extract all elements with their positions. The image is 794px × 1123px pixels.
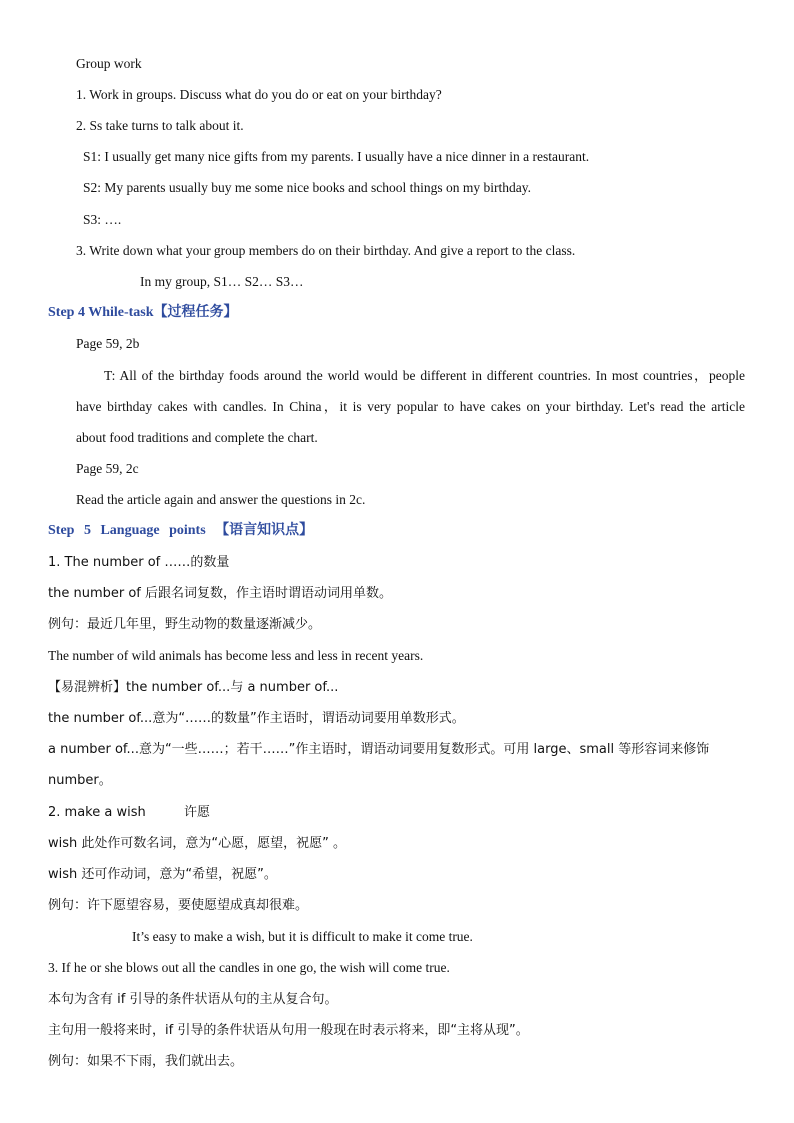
group-work-item-2: 2. Ss take turns to talk about it. — [76, 118, 244, 133]
dialogue-s3: S3: …. — [83, 212, 122, 227]
point2-noun-usage: wish 此处作可数名词，意为“心愿，愿望，祝愿” 。 — [48, 836, 346, 851]
group-report-template: In my group, S1… S2… S3… — [140, 274, 304, 289]
page-ref-2b: Page 59, 2b — [76, 336, 140, 351]
teacher-paragraph-line-1: T: All of the birthday foods around the world would be different in different countries. In most countries，people — [104, 368, 745, 383]
point3-rule-2: 主句用一般将来时，if 引导的条件状语从句用一般现在时表示将来，即“主将从现”。 — [48, 1023, 529, 1038]
teacher-paragraph-line-2: have birthday cakes with candles. In China，it is very popular to have cakes on your birthday. Let's read the article — [76, 399, 745, 414]
point2-title-cn: 许愿 — [184, 805, 211, 820]
point2-verb-usage: wish 还可作动词，意为“希望，祝愿”。 — [48, 867, 277, 882]
dialogue-s1: S1: I usually get many nice gifts from my parents. I usually have a nice dinner in a restaurant. — [83, 149, 590, 164]
dialogue-s2: S2: My parents usually buy me some nice books and school things on my birthday. — [83, 180, 531, 195]
point3-rule-1: 本句为含有 if 引导的条件状语从句的主从复合句。 — [48, 992, 338, 1007]
teacher-paragraph-line-3: about food traditions and complete the chart. — [76, 430, 318, 445]
point1-confusion-title: 【易混辨析】the number of...与 a number of... — [48, 680, 339, 695]
point2-example-cn: 例句：许下愿望容易，要使愿望成真却很难。 — [48, 898, 309, 913]
group-work-title: Group work — [76, 56, 142, 71]
group-work-item-3: 3. Write down what your group members do on their birthday. And give a report to the class. — [76, 243, 576, 258]
point2-title: 2. make a wish — [48, 805, 146, 820]
point1-confusion-b-line-1: a number of...意为“一些……；若干……”作主语时，谓语动词要用复数形式。可用 large、small 等形容词来修饰 — [48, 742, 710, 757]
point1-title: 1. The number of ……的数量 — [48, 555, 230, 570]
point2-example-en: It’s easy to make a wish, but it is difficult to make it come true. — [132, 929, 473, 944]
point3-title: 3. If he or she blows out all the candles in one go, the wish will come true. — [48, 960, 450, 975]
point3-example-cn: 例句：如果不下雨，我们就出去。 — [48, 1054, 244, 1069]
step5-heading: Step 5 Language points 【语言知识点】 — [48, 523, 314, 538]
point1-rule: the number of 后跟名词复数，作主语时谓语动词用单数。 — [48, 586, 392, 601]
point1-confusion-a: the number of...意为“……的数量”作主语时，谓语动词要用单数形式。 — [48, 711, 465, 726]
point1-example-cn: 例句：最近几年里，野生动物的数量逐渐减少。 — [48, 617, 322, 632]
step4-instruction: Read the article again and answer the questions in 2c. — [76, 492, 366, 507]
group-work-item-1: 1. Work in groups. Discuss what do you do or eat on your birthday? — [76, 87, 442, 102]
point1-confusion-b-line-2: number。 — [48, 773, 112, 788]
page-ref-2c: Page 59, 2c — [76, 461, 139, 476]
step4-heading: Step 4 While-task【过程任务】 — [48, 305, 238, 320]
point1-example-en: The number of wild animals has become less and less in recent years. — [48, 648, 424, 663]
